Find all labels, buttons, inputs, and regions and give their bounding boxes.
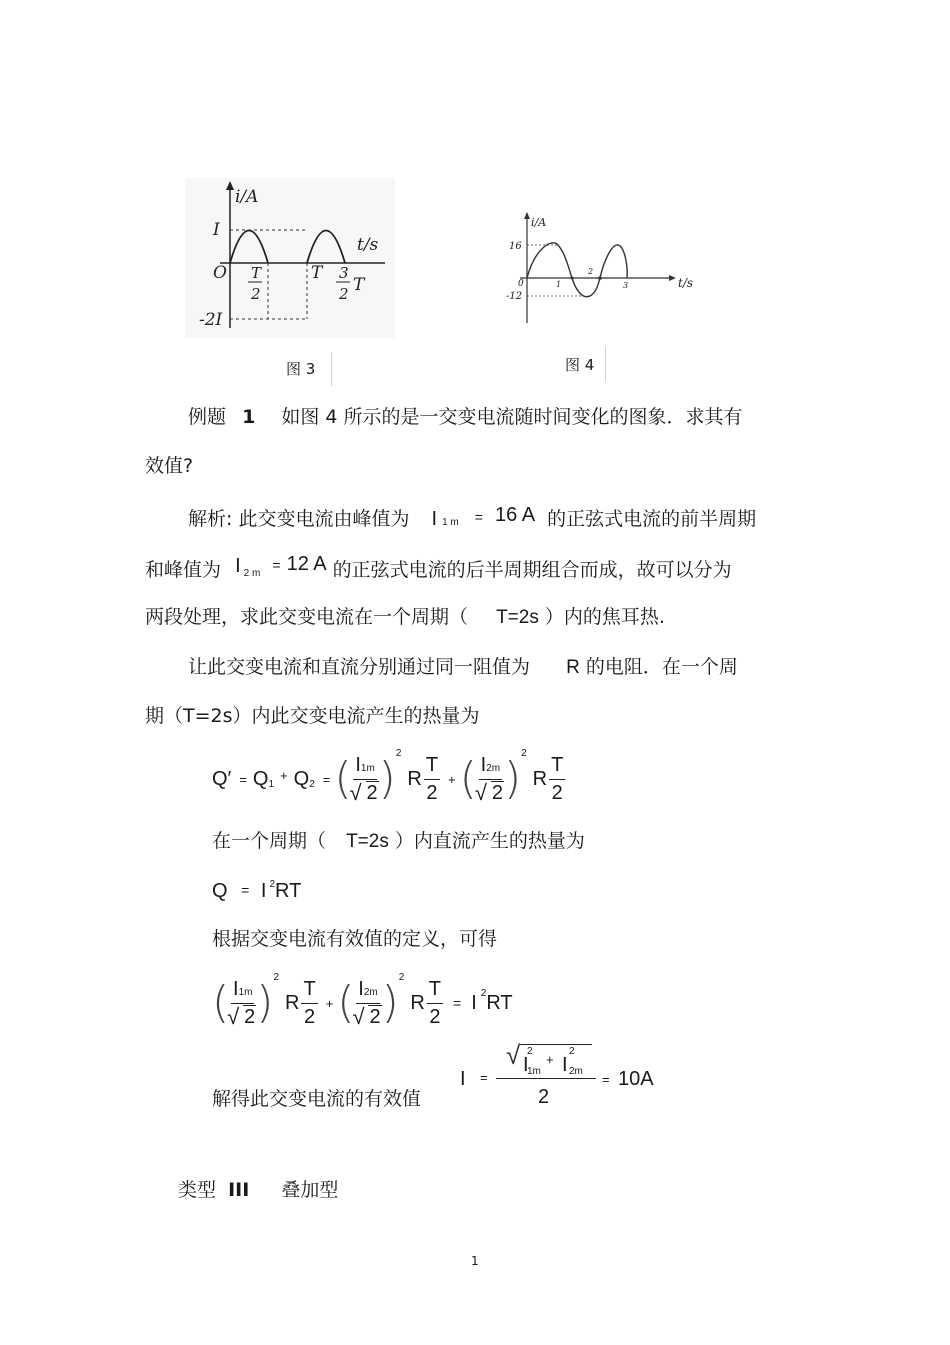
eq4-result: 10A	[618, 1068, 654, 1090]
equation-definition: ( I1m √ 2 ) 2 R $\frac{T}{2}$ + ( I2m √ 2 ) 2 R $\frac{T}{2}$ = I 2 RT	[212, 972, 513, 1034]
result-line: 解得此交变电流的有效值	[212, 1088, 422, 1110]
example-heading	[188, 408, 743, 427]
eq4-b-sub: 2m	[569, 1066, 583, 1077]
i2m-symbol: I	[235, 555, 241, 577]
eq2-RT: RT	[275, 880, 302, 902]
fig4-xtick-2: 2	[588, 267, 594, 276]
i1m-value: 16 A	[495, 504, 536, 526]
fig4-ytick-top: 16	[509, 241, 522, 252]
eq1-frac-I1m	[352, 754, 379, 805]
example-number: 1	[242, 406, 256, 428]
eq3-T-b: T	[428, 977, 441, 1000]
example-question-line1: 如图 4 所示的是一交变电流随时间变化的图象．求其有	[281, 406, 743, 428]
figure-4-divider	[605, 347, 606, 381]
eq1-den-b: 2	[551, 781, 563, 804]
example-label: 例题	[188, 406, 227, 428]
eq1-I2: I	[480, 753, 487, 776]
eq3-rhs-pow: 2	[480, 987, 487, 999]
eq3-pow-a: 2	[273, 971, 280, 983]
equation-heat-dc	[212, 880, 301, 903]
eq3-den-b: 2	[429, 1005, 441, 1028]
i2m-equals: =	[272, 557, 281, 573]
eq3-rhs-RT: RT	[486, 991, 513, 1014]
i2m-value: 12 A	[286, 553, 327, 575]
eq1-pow-b: 2	[521, 747, 527, 759]
analysis-p3-b: ）内的焦耳热.	[544, 606, 665, 628]
dc-line-b: ）内直流产生的热量为	[394, 830, 585, 852]
section-name: 叠加型	[281, 1179, 339, 1201]
eq3-R-b: R	[410, 991, 425, 1014]
section-roman: III	[228, 1179, 250, 1201]
eq2-Q: Q	[212, 880, 228, 902]
fig4-ytick-bottom: -12	[506, 291, 523, 302]
analysis-p1-suffix: 的正弦式电流的前半周期	[547, 508, 757, 530]
eq4-den: 2	[538, 1086, 550, 1108]
equation-heat-ac: Q′ = Q 1 + Q 2 = ( I1m √ 2 ) 2 R $\frac{T}{2}$ + ( I2m √ 2 ) 2 R $\frac{T}{2}$	[212, 748, 565, 810]
eq3-plus: +	[325, 995, 334, 1011]
example-question-line2: 效值?	[145, 455, 194, 477]
eq3-pow-b: 2	[398, 971, 405, 983]
eq4-a-pow: 2	[527, 1046, 533, 1057]
fig3-xtick-T: T	[311, 263, 323, 283]
fig3-xtick-3half-num: 3	[339, 264, 349, 282]
eq4-b: I	[562, 1054, 568, 1076]
figure-3-divider	[331, 352, 332, 386]
fig3-xtick-half-den: 2	[251, 285, 261, 303]
fig3-xtick-half-num: T	[251, 264, 262, 282]
eq3-I2-sub: 2m	[363, 986, 378, 998]
fig3-ytick-top: I	[213, 220, 220, 240]
analysis-p3-a: 两段处理，求此交变电流在一个周期（	[145, 606, 469, 628]
eq1-Q2-sub: 2	[309, 778, 315, 790]
i1m-equals: =	[474, 509, 483, 525]
fig4-xlabel: t/s	[678, 276, 694, 290]
eq1-plus: +	[280, 767, 288, 783]
dc-line-T: T=2s	[346, 831, 389, 852]
eq3-den-a: 2	[304, 1005, 316, 1028]
eq1-I1-sub: 1m	[360, 762, 375, 774]
fig4-xtick-3: 3	[623, 281, 629, 290]
eq1-I1: I	[355, 753, 361, 776]
eq1-den-a: 2	[426, 781, 438, 804]
eq3-frac-I2m	[354, 978, 381, 1029]
fig4-xtick-1: 1	[556, 280, 562, 289]
eq1-plus-2: +	[448, 771, 456, 787]
eq3-frac-I1m	[229, 978, 256, 1029]
eq4-b-pow: 2	[569, 1046, 575, 1057]
eq3-equals: =	[453, 995, 462, 1011]
eq4-a-sub: 1m	[527, 1066, 541, 1077]
eq3-R-a: R	[285, 991, 300, 1014]
analysis-p2-suffix: 的正弦式电流的后半周期组合而成，故可以分为	[332, 559, 732, 581]
eq1-equals-2: =	[322, 771, 331, 787]
fig3-xtick-3half-T: T	[353, 275, 365, 295]
section-label: 类型	[178, 1179, 217, 1201]
eq1-sqrt2-a: 2	[366, 781, 378, 804]
eq1-frac-T-b	[549, 754, 565, 805]
analysis-p3-T: T=2s	[496, 607, 539, 628]
eq4-fraction-bar	[496, 1078, 596, 1079]
eq4-numerator: √ I 2 1m + I 2 2m	[496, 1040, 596, 1078]
fig3-xtick-3half-den: 2	[339, 285, 349, 303]
eq3-T-a: T	[303, 977, 316, 1000]
eq2-I: I	[260, 880, 267, 902]
figure-4-caption: 图 4	[565, 356, 595, 374]
eq3-frac-T-b	[427, 978, 443, 1029]
eq3-I1: I	[233, 977, 239, 1000]
eq1-I2-sub: 2m	[486, 762, 501, 774]
figure-3-caption: 图 3	[286, 360, 316, 378]
figure-4-graph	[500, 208, 705, 328]
eq4-equals-2: =	[602, 1072, 610, 1087]
eq1-pow-a: 2	[395, 747, 402, 759]
analysis-p1-prefix: 解析: 此交变电流由峰值为	[188, 508, 410, 530]
i2m-subscript: 2 m	[243, 568, 261, 579]
fig3-origin: O	[213, 263, 227, 283]
eq3-frac-T-a	[301, 978, 317, 1029]
eq4-I: I	[460, 1068, 466, 1090]
fig3-xlabel: t/s	[357, 235, 379, 255]
analysis-p4-a: 让此交变电流和直流分别通过同一阻值为	[188, 656, 531, 678]
analysis-para3	[145, 608, 665, 627]
eq4-equals: =	[480, 1070, 488, 1085]
eq3-rhs-I: I	[471, 991, 477, 1014]
eq1-T-b: T	[551, 753, 564, 776]
eq3-sqrt2-a: 2	[244, 1005, 256, 1028]
eq1-frac-I2m	[477, 754, 504, 805]
fig3-ylabel: i/A	[235, 187, 259, 207]
eq1-frac-T-a	[424, 754, 440, 805]
definition-line: 根据交变电流有效值的定义，可得	[212, 928, 498, 950]
eq3-I1-sub: 1m	[238, 986, 253, 998]
eq2-equals: =	[241, 882, 250, 898]
i1m-subscript: 1 m	[442, 517, 459, 528]
fig3-ytick-bottom: -2I	[199, 310, 223, 330]
eq1-Qprime: Q′	[212, 767, 232, 790]
dc-line-a: 在一个周期（	[212, 830, 327, 852]
figure-3-graph	[185, 178, 395, 338]
page-number: 1	[471, 1254, 479, 1268]
analysis-p4-R: R	[566, 657, 580, 678]
eq1-R-b: R	[532, 767, 548, 790]
eq1-T-a: T	[425, 753, 439, 776]
eq1-Q2: Q	[293, 767, 310, 790]
eq4-plus: +	[546, 1052, 554, 1067]
fig4-ylabel: i/A	[531, 216, 547, 229]
analysis-para2	[145, 553, 732, 581]
dc-heat-line	[212, 832, 585, 851]
eq1-Q1: Q	[252, 767, 269, 790]
eq2-pow: 2	[269, 879, 275, 890]
fig4-origin: 0	[518, 279, 524, 289]
analysis-p4-b: 的电阻．在一个周	[585, 656, 738, 678]
eq1-R-a: R	[407, 767, 422, 790]
analysis-p2-prefix: 和峰值为	[145, 559, 222, 581]
analysis-para5: 期（T=2s）内此交变电流产生的热量为	[145, 705, 480, 727]
eq3-sqrt2-b: 2	[369, 1005, 381, 1028]
eq3-I2: I	[358, 977, 364, 1000]
analysis-para4	[188, 658, 738, 677]
figure-4	[500, 208, 705, 328]
section-heading	[178, 1181, 338, 1200]
eq1-Q1-sub: 1	[268, 778, 275, 790]
eq1-equals: =	[239, 771, 247, 787]
eq1-sqrt2-b: 2	[491, 781, 503, 804]
figure-3	[185, 178, 395, 338]
i1m-symbol: I	[431, 508, 438, 530]
analysis-para1	[188, 504, 757, 530]
eq4-a: I	[523, 1054, 529, 1076]
